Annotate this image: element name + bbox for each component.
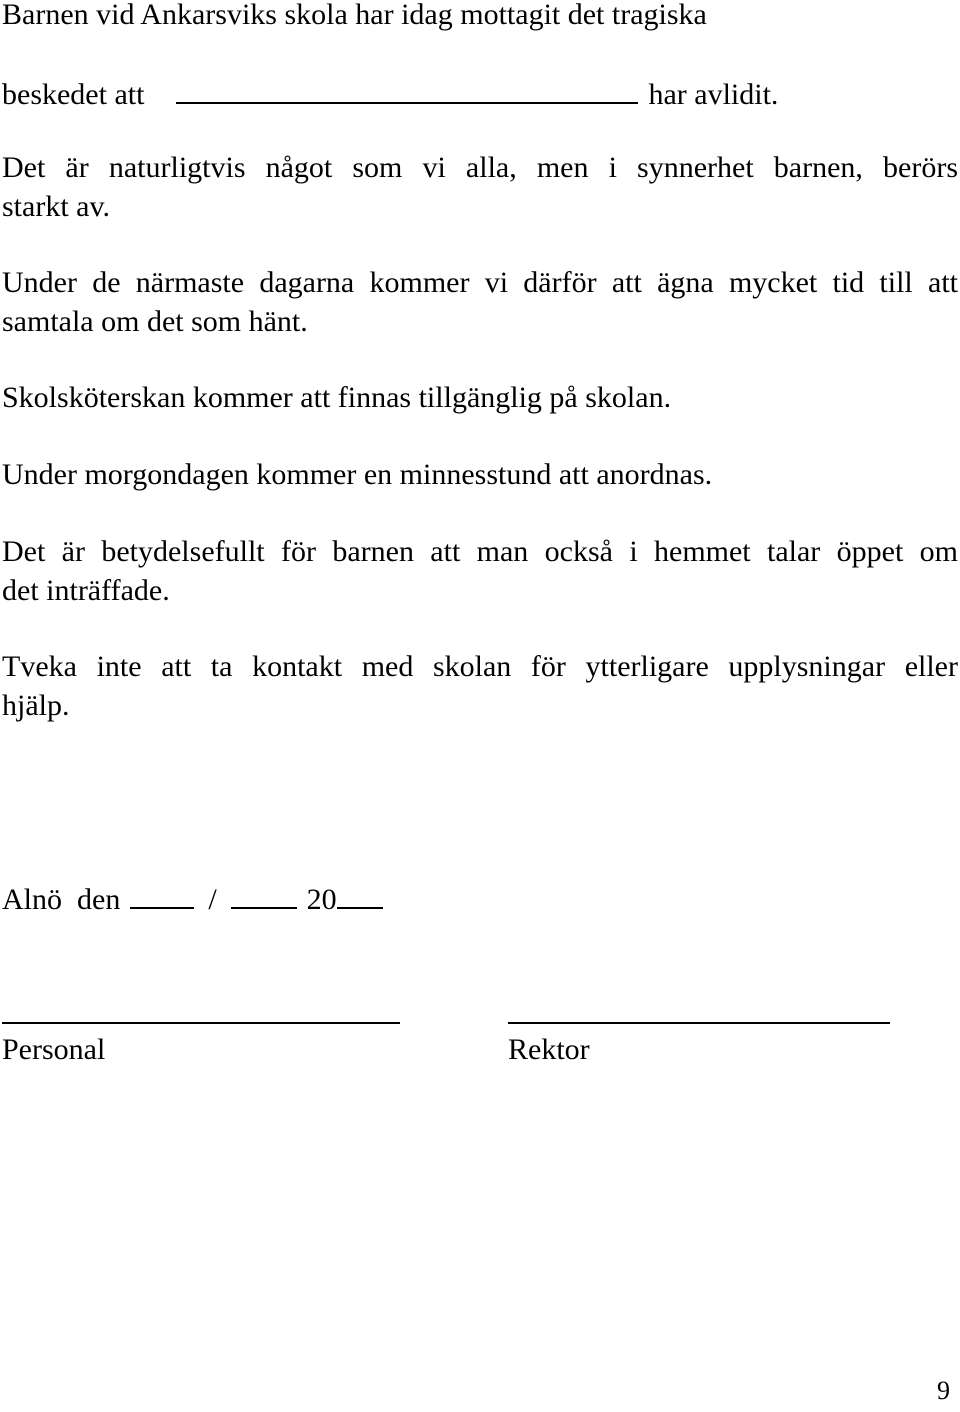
- paragraph-6-line-2: det inträffade.: [2, 574, 170, 607]
- date-month-field[interactable]: [231, 881, 297, 909]
- signature-line-personal[interactable]: [2, 1022, 400, 1024]
- date-year-prefix: 20: [306, 883, 337, 916]
- name-blank-field[interactable]: [176, 76, 638, 104]
- paragraph-4: Skolsköterskan kommer att finnas tillgänglig på skolan.: [2, 381, 672, 414]
- date-year-field[interactable]: [337, 881, 383, 909]
- paragraph-7-line-2: hjälp.: [2, 689, 70, 722]
- paragraph-7-line-1: Tveka inte att ta kontakt med skolan för ytterligare upplysningar eller: [2, 650, 958, 683]
- date-day-field[interactable]: [130, 881, 194, 909]
- paragraph-3-line-2: samtala om det som hänt.: [2, 305, 308, 338]
- date-line: [2, 881, 383, 915]
- letter-line-1: Barnen vid Ankarsviks skola har idag mottagit det tragiska: [2, 0, 707, 31]
- page-number: 9: [937, 1376, 950, 1405]
- letter-line-2-before: beskedet att: [2, 78, 145, 111]
- paragraph-2-line-2: starkt av.: [2, 190, 111, 223]
- date-separator: /: [208, 883, 217, 916]
- paragraph-2-line-1: Det är naturligtvis något som vi alla, men i synnerhet barnen, berörs: [2, 151, 958, 184]
- signature-line-rektor[interactable]: [508, 1022, 890, 1024]
- signature-label-rektor: Rektor: [508, 1033, 590, 1066]
- paragraph-5: Under morgondagen kommer en minnesstund att anordnas.: [2, 458, 713, 491]
- letter-line-2-after: har avlidit.: [648, 78, 779, 111]
- paragraph-6-line-1: Det är betydelsefullt för barnen att man också i hemmet talar öppet om: [2, 535, 958, 568]
- paragraph-3-line-1: Under de närmaste dagarna kommer vi därför att ägna mycket tid till att: [2, 266, 958, 299]
- letter-line-2: [2, 76, 778, 110]
- signature-label-personal: Personal: [2, 1033, 106, 1066]
- date-place-label: Alnö den: [2, 883, 121, 916]
